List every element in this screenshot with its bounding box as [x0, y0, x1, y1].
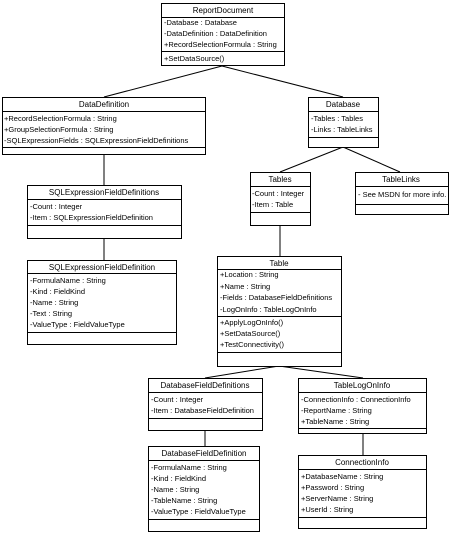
class-member: +SetDataSource(): [164, 54, 225, 63]
class-member: +Name : String: [220, 282, 271, 291]
class-member: +UserId : String: [301, 505, 354, 514]
class-box: [28, 186, 182, 239]
class-member: -Item : Table: [252, 200, 294, 209]
class-member: +Password : String: [301, 483, 365, 492]
class-name-reportdocument: ReportDocument: [192, 6, 254, 15]
class-member: -Tables : Tables: [311, 114, 363, 123]
class-box: [28, 261, 177, 345]
class-member: -FormulaName : String: [151, 463, 227, 472]
class-name-tablelinks: TableLinks: [382, 175, 420, 184]
class-member: -ValueType : FieldValueType: [30, 320, 125, 329]
class-member: -Count : Integer: [151, 395, 204, 404]
class-box: [299, 379, 427, 434]
class-name-sqlexpressionfielddefinition: SQLExpressionFieldDefinition: [48, 263, 156, 272]
class-box: [162, 4, 285, 66]
connector-reportdocument-datadefinition: [104, 66, 222, 97]
class-member: - See MSDN for more info.: [358, 190, 447, 199]
class-member: -Item : DatabaseFieldDefinition: [151, 406, 254, 415]
class-box: [356, 173, 449, 215]
connector-database-tablelinks: [343, 147, 400, 172]
class-member: -LogOnInfo : TableLogOnInfo: [220, 305, 317, 314]
class-member: -FormulaName : String: [30, 276, 106, 285]
class-member: -Database : Database: [164, 18, 237, 27]
class-member: +TableName : String: [301, 417, 370, 426]
class-member: +SetDataSource(): [220, 329, 281, 338]
connector-table-databasefielddefinitions: [205, 366, 279, 378]
class-member: +ApplyLogOnInfo(): [220, 318, 284, 327]
class-member: -Kind : FieldKind: [151, 474, 207, 483]
class-member: -Item : SQLExpressionFieldDefinition: [30, 213, 153, 222]
connector-table-tablelogoninfo: [279, 366, 363, 378]
class-member: -ValueType : FieldValueType: [151, 507, 246, 516]
class-box: [149, 447, 260, 532]
class-name-databasefielddefinitions: DatabaseFieldDefinitions: [160, 381, 250, 390]
class-member: -Name : String: [30, 298, 79, 307]
class-member: -Fields : DatabaseFieldDefinitions: [220, 293, 333, 302]
class-member: -Links : TableLinks: [311, 125, 373, 134]
connector-reportdocument-database: [222, 66, 343, 97]
class-member: +TestConnectivity(): [220, 340, 284, 349]
class-member: +ServerName : String: [301, 494, 374, 503]
class-name-tables: Tables: [268, 175, 292, 184]
class-name-database: Database: [325, 100, 361, 109]
class-member: +GroupSelectionFormula : String: [4, 125, 114, 134]
class-member: -SQLExpressionFields : SQLExpressionFieldDefinitions: [4, 136, 189, 145]
class-member: +Location : String: [220, 270, 279, 279]
class-name-datadefinition: DataDefinition: [78, 100, 130, 109]
class-member: +RecordSelectionFormula : String: [4, 114, 117, 123]
class-name-connectioninfo: ConnectionInfo: [335, 458, 389, 467]
class-box: [299, 456, 427, 529]
class-box: [3, 98, 206, 155]
class-name-databasefielddefinition: DatabaseFieldDefinition: [161, 449, 247, 458]
class-member: -ReportName : String: [301, 406, 372, 415]
connector-database-tables: [280, 147, 343, 172]
class-box: [309, 98, 379, 148]
class-name-table: Table: [269, 259, 289, 268]
class-member: -ConnectionInfo : ConnectionInfo: [301, 395, 411, 404]
class-member: -Count : Integer: [252, 189, 305, 198]
class-member: -Kind : FieldKind: [30, 287, 86, 296]
class-box: [251, 173, 311, 226]
class-name-tablelogoninfo: TableLogOnInfo: [333, 381, 391, 390]
class-member: +DatabaseName : String: [301, 472, 384, 481]
class-member: -Text : String: [30, 309, 73, 318]
class-box: [149, 379, 263, 431]
class-member: -Count : Integer: [30, 202, 83, 211]
class-member: -Name : String: [151, 485, 200, 494]
class-box: [218, 257, 342, 367]
class-member: -TableName : String: [151, 496, 218, 505]
class-member: +RecordSelectionFormula : String: [164, 40, 277, 49]
class-name-sqlexpressionfielddefinitions: SQLExpressionFieldDefinitions: [48, 188, 160, 197]
class-member: -DataDefinition : DataDefinition: [164, 29, 267, 38]
